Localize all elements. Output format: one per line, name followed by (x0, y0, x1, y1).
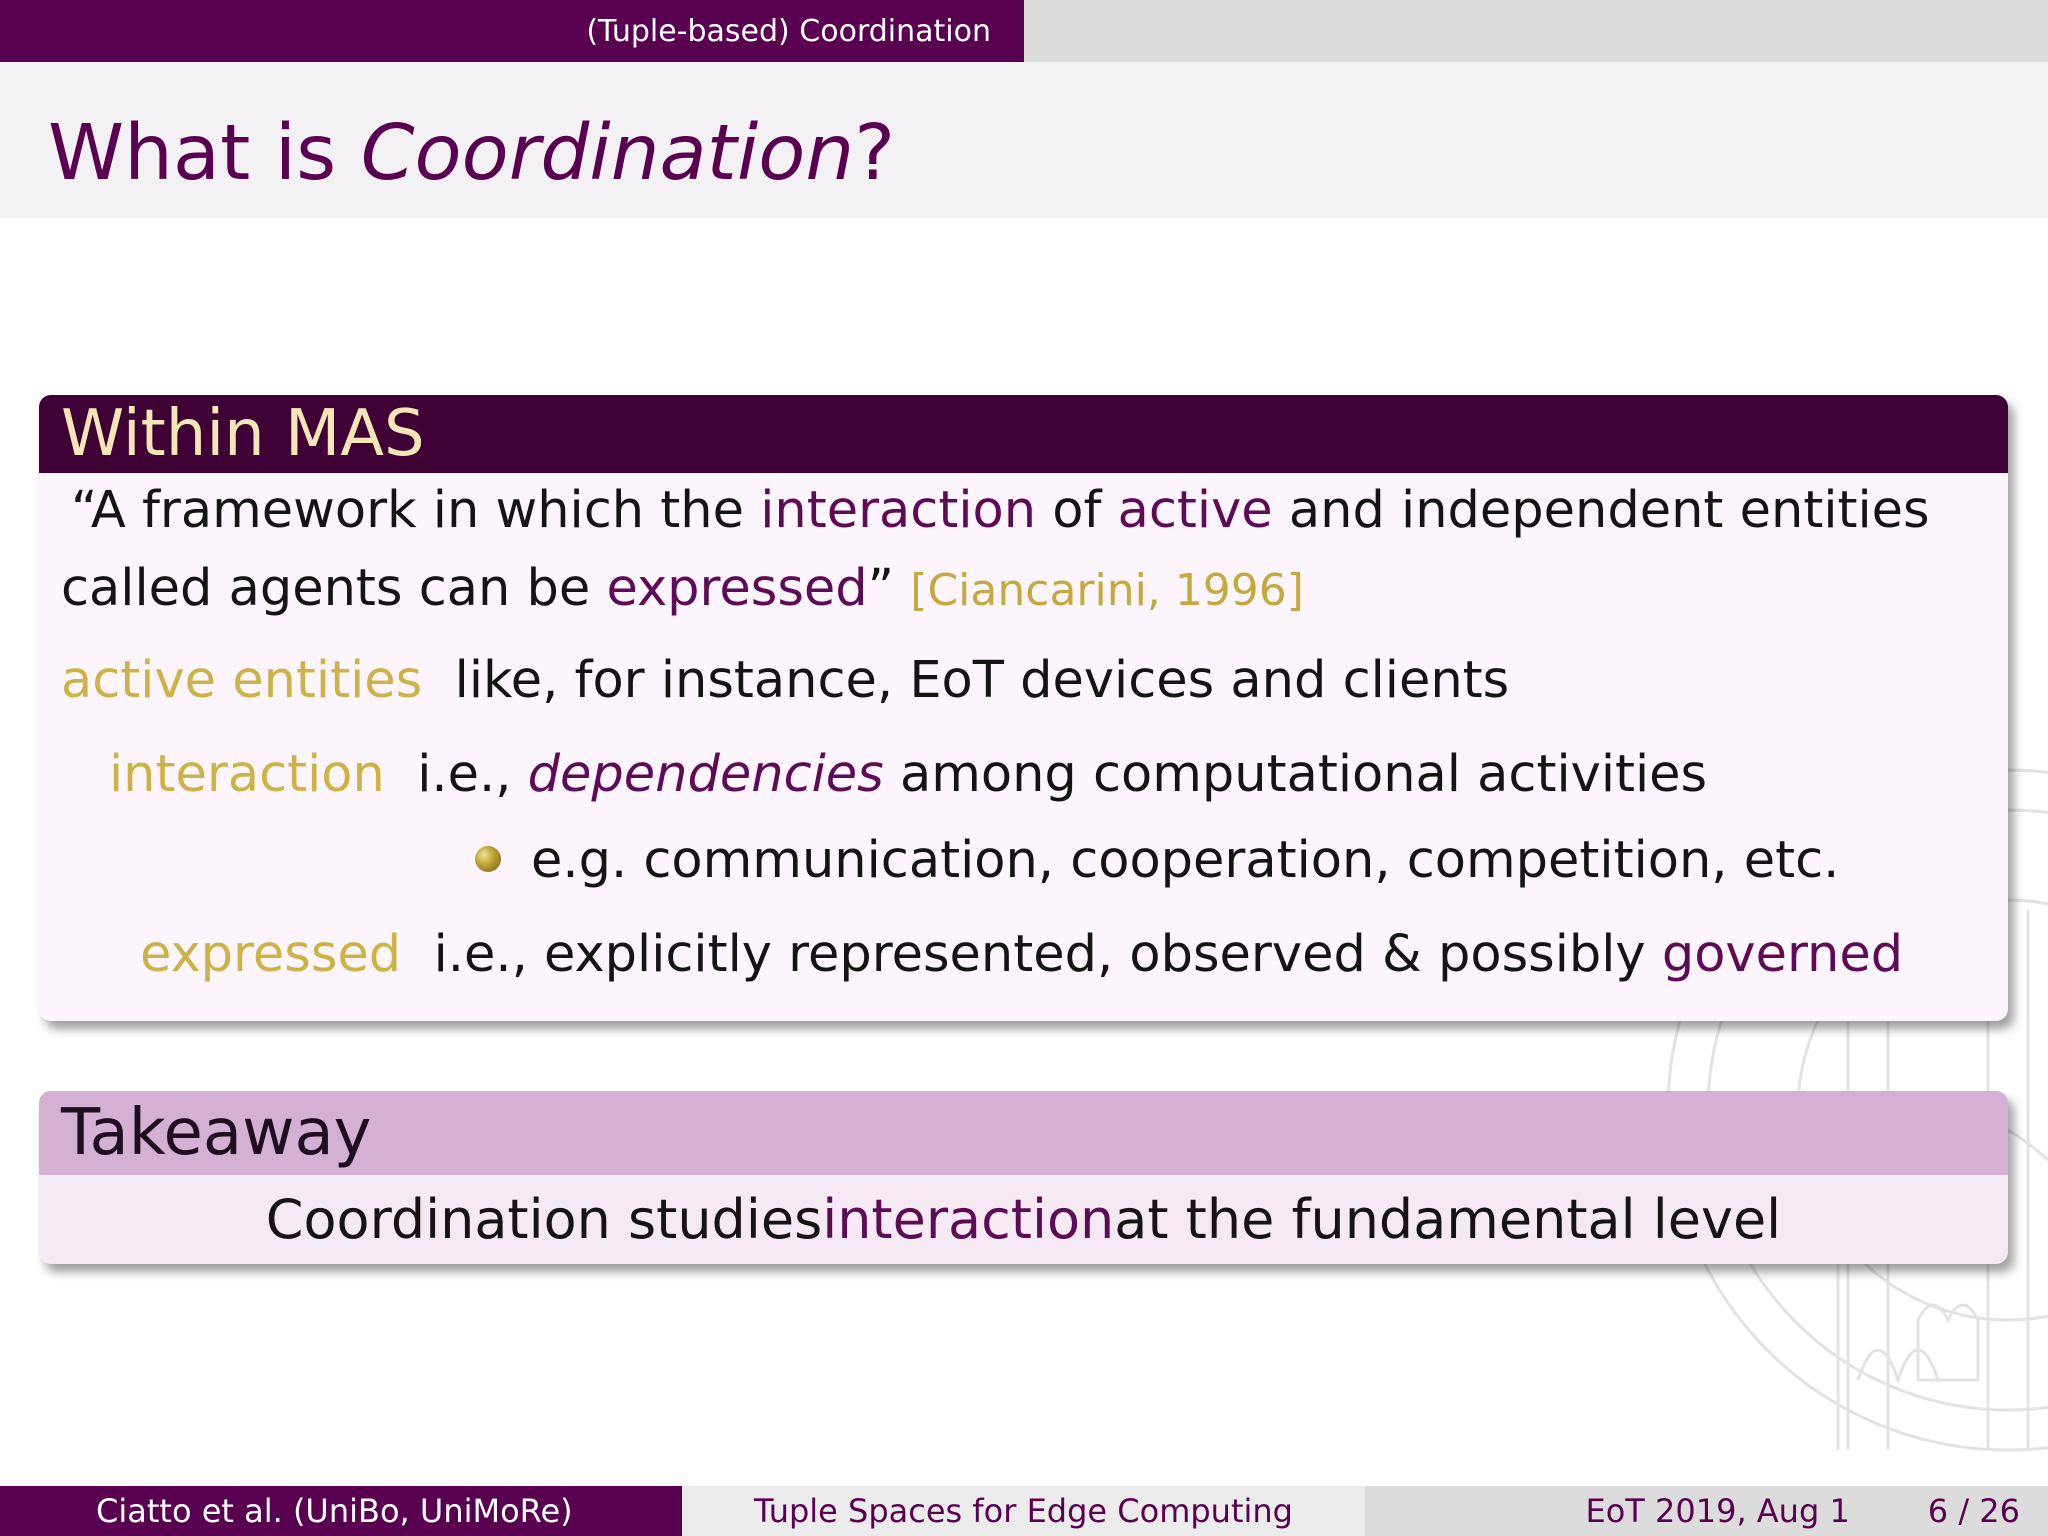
desc-item-interaction (109, 745, 1707, 804)
block-body-takeaway (39, 1175, 2008, 1264)
block-body-within-mas (39, 473, 2008, 1021)
quote-interaction: interaction (760, 481, 1037, 540)
takeaway-text: at the fundamental level (1114, 1188, 1782, 1251)
desc-text: i.e., (417, 745, 528, 804)
ball-bullet-icon (475, 846, 501, 872)
bullet-item (475, 831, 1839, 890)
quote-text: ” (867, 559, 895, 618)
footer-authors: Ciatto et al. (UniBo, UniMoRe) (0, 1486, 682, 1536)
bullet-text: e.g. communication, cooperation, competition, etc. (531, 831, 1840, 890)
section-title: (Tuple-based) Coordination (0, 0, 1024, 62)
quote-line-1 (71, 481, 1930, 540)
desc-term: interaction (109, 745, 385, 804)
desc-item-active-entities (61, 651, 1509, 710)
headline-bar (0, 0, 2048, 62)
desc-emph: dependencies (527, 745, 884, 804)
desc-item-expressed (140, 925, 1903, 984)
title-emph: Coordination (360, 109, 855, 198)
desc-text: like, for instance, EoT devices and clients (454, 651, 1510, 710)
subsection-bar (1024, 0, 2048, 62)
page-title (48, 108, 895, 200)
desc-term: expressed (140, 925, 402, 984)
footline-bar (0, 1486, 2048, 1536)
takeaway-text: Coordination studies (265, 1188, 823, 1251)
block-within-mas (39, 395, 2008, 1021)
footer-talk-title: Tuple Spaces for Edge Computing (682, 1486, 1365, 1536)
block-takeaway (39, 1091, 2008, 1264)
title-suffix: ? (854, 109, 896, 198)
block-title-within-mas: Within MAS (39, 395, 2008, 473)
quote-expressed: expressed (606, 559, 868, 618)
frame-title-bar (0, 62, 2048, 218)
title-prefix: What is (48, 109, 361, 198)
quote-active: active (1117, 481, 1273, 540)
footer-event: EoT 2019, Aug 1 (1585, 1492, 1850, 1530)
desc-text: among computational activities (883, 745, 1708, 804)
quote-text: and independent entities (1272, 481, 1930, 540)
page-number: 6 / 26 (1927, 1492, 2020, 1530)
desc-accent: governed (1661, 925, 1904, 984)
quote-text: “A framework in which the (71, 481, 761, 540)
desc-term: active entities (61, 651, 423, 710)
footer-event-page (1365, 1486, 2048, 1536)
takeaway-interaction: interaction (822, 1188, 1115, 1251)
citation-link[interactable]: [Ciancarini, 1996] (910, 565, 1304, 616)
quote-text: called agents can be (61, 559, 607, 618)
block-title-takeaway: Takeaway (39, 1091, 2008, 1175)
desc-text: i.e., explicitly represented, observed & possibly (433, 925, 1662, 984)
quote-line-2 (61, 559, 1304, 618)
quote-text: of (1036, 481, 1118, 540)
